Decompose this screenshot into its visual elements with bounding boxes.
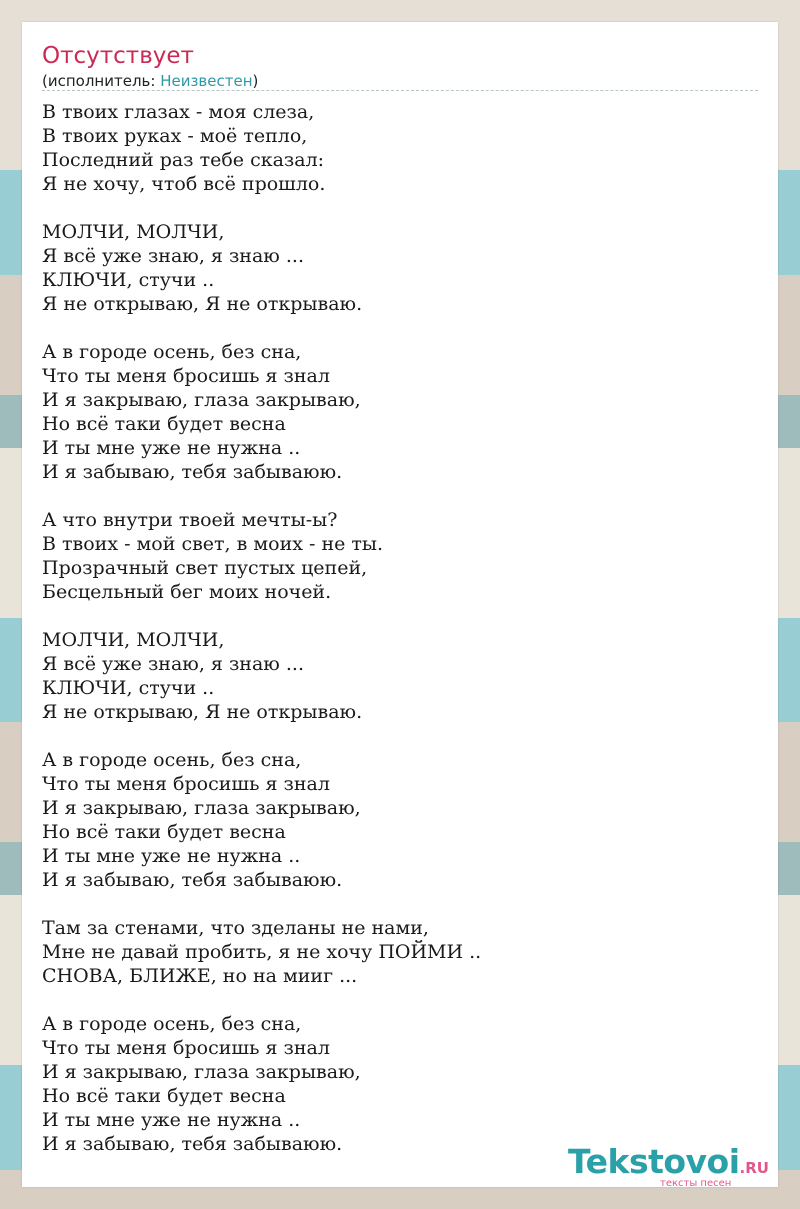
lyric-line: Прозрачный свет пустых цепей, <box>42 557 368 579</box>
lyric-line: КЛЮЧИ, стучи .. <box>42 677 215 699</box>
lyric-line: В твоих руках - моё тепло, <box>42 125 308 147</box>
lyric-line: Что ты меня бросишь я знал <box>42 773 330 795</box>
lyric-line: Я не открываю, Я не открываю. <box>42 293 363 315</box>
lyric-line: А в городе осень, без сна, <box>42 341 302 363</box>
artist-link[interactable]: Неизвестен <box>160 72 253 90</box>
lyric-line: И я забываю, тебя забываюю. <box>42 1133 343 1155</box>
lyric-line: Я не хочу, чтоб всё прошло. <box>42 173 326 195</box>
lyric-line: Что ты меня бросишь я знал <box>42 1037 330 1059</box>
lyric-line: Мне не давай пробить, я не хочу ПОЙМИ .. <box>42 941 482 963</box>
title-divider <box>42 90 758 91</box>
artist-prefix: (исполнитель: <box>42 72 161 90</box>
lyric-line: И ты мне уже не нужна .. <box>42 437 301 459</box>
logo-tagline: тексты песен <box>660 1178 732 1189</box>
lyric-line: В твоих глазах - моя слеза, <box>42 101 315 123</box>
lyric-line: Я всё уже знаю, я знаю ... <box>42 653 305 675</box>
lyric-line: Но всё таки будет весна <box>42 1085 286 1107</box>
stanza <box>42 628 758 724</box>
lyric-line: Но всё таки будет весна <box>42 821 286 843</box>
stanza <box>42 508 758 604</box>
lyric-line: И я закрываю, глаза закрываю, <box>42 389 361 411</box>
lyric-line: А в городе осень, без сна, <box>42 1013 302 1035</box>
lyric-line: И я закрываю, глаза закрываю, <box>42 1061 361 1083</box>
lyric-line: И я закрываю, глаза закрываю, <box>42 797 361 819</box>
lyric-line: А в городе осень, без сна, <box>42 749 302 771</box>
lyric-line: КЛЮЧИ, стучи .. <box>42 269 215 291</box>
lyric-line: Бесцельный бег моих ночей. <box>42 581 332 603</box>
lyric-line: Последний раз тебе сказал: <box>42 149 325 171</box>
lyric-line: МОЛЧИ, МОЛЧИ, <box>42 221 225 243</box>
stanza <box>42 340 758 484</box>
lyrics-body <box>42 100 758 1180</box>
logo-tld: .RU <box>739 1159 769 1177</box>
artist-line <box>42 71 258 91</box>
song-title: Отсутствует <box>42 43 194 69</box>
lyric-line: И ты мне уже не нужна .. <box>42 1109 301 1131</box>
lyric-line: Я не открываю, Я не открываю. <box>42 701 363 723</box>
lyric-line: И я забываю, тебя забываюю. <box>42 869 343 891</box>
lyric-line: Там за стенами, что зделаны не нами, <box>42 917 429 939</box>
stanza <box>42 220 758 316</box>
stanza <box>42 748 758 892</box>
lyrics-card <box>22 22 778 1187</box>
stanza <box>42 100 758 196</box>
lyric-line: Я всё уже знаю, я знаю ... <box>42 245 305 267</box>
lyric-line: СНОВА, БЛИЖЕ, но на мииг ... <box>42 965 358 987</box>
site-logo[interactable] <box>568 1142 769 1189</box>
stanza <box>42 1012 758 1156</box>
artist-suffix: ) <box>252 72 259 90</box>
lyric-line: МОЛЧИ, МОЛЧИ, <box>42 629 225 651</box>
logo-brand: Tekstovoi <box>568 1142 740 1181</box>
lyric-line: В твоих - мой свет, в моих - не ты. <box>42 533 384 555</box>
lyric-line: И ты мне уже не нужна .. <box>42 845 301 867</box>
lyric-line: Но всё таки будет весна <box>42 413 286 435</box>
lyric-line: И я забываю, тебя забываюю. <box>42 461 343 483</box>
lyric-line: А что внутри твоей мечты-ы? <box>42 509 338 531</box>
stanza <box>42 916 758 988</box>
lyric-line: Что ты меня бросишь я знал <box>42 365 330 387</box>
